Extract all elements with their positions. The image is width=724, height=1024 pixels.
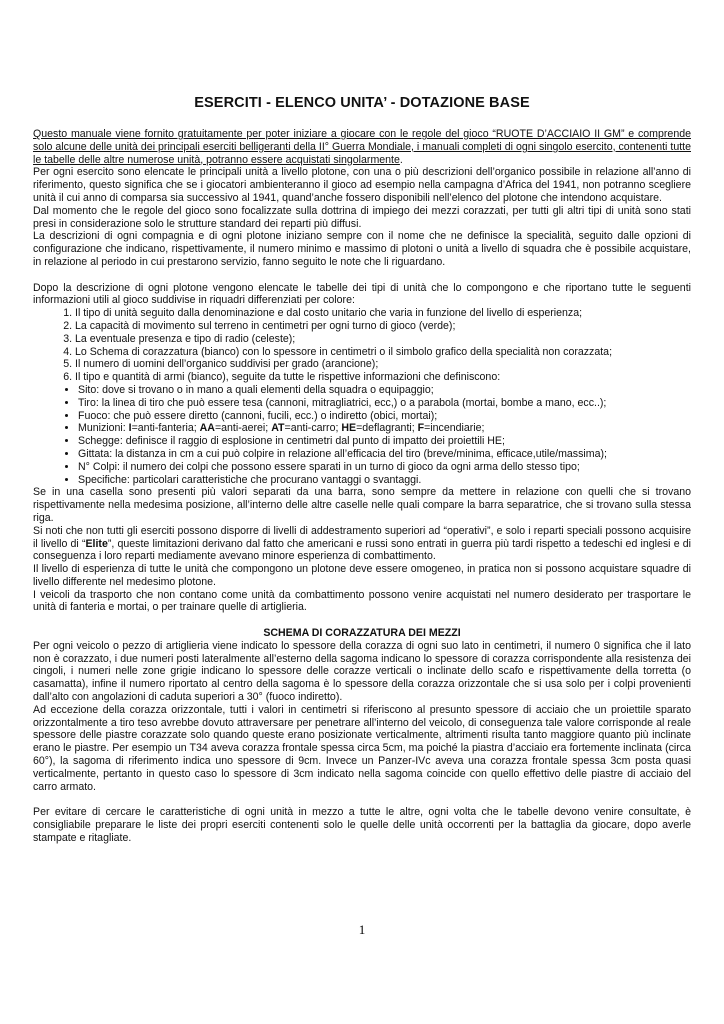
elite-word: Elite xyxy=(85,537,108,550)
bullet-item-tiro: • Tiro: la linea di tiro che può essere tesa (cannoni, mitragliatrici, ecc,) o a parabola (mortai, bombe a mano, ecc..); xyxy=(78,397,691,410)
bullet-item-specifiche: • Specifiche: particolari caratteristiche che procurano vantaggi o svantaggi. xyxy=(78,474,691,487)
elite-text-a: Si noti che non tutti gli eserciti possono disporre di livelli di addestramento superiori ad “operativi”, e solo i reparti speciali possono acquisire il livello di “ xyxy=(33,524,691,550)
paragraph-units-per-army: Per ogni esercito sono elencate le principali unità a livello plotone, con una o più descrizioni dell’organico possibile in relazione all’anno di riferimento, questo significa che se i giocatori ambienteranno il gioco ad esempio nella campagna d’Africa del 1941, non potranno scegliere unità il cui anno di comparsa sia successivo al 1941, quand’anche fossero disponibili nell’elenco del plotone che intendono acquistare. xyxy=(33,166,691,204)
list-item: 3. La eventuale presenza e tipo di radio (celeste); xyxy=(75,333,691,346)
numbered-list xyxy=(33,307,691,384)
list-item: 6. Il tipo e quantità di armi (bianco), seguite da tutte le rispettive informazioni che definiscono: xyxy=(75,371,691,384)
intro-end: . xyxy=(399,153,403,166)
paragraph-transport: I veicoli da trasporto che non contano come unità da combattimento possono venire acquistati nel numero desiderato per trasportare le unità di fanteria e mortai, o per trainare quelle di artiglieria. xyxy=(33,588,691,614)
ammo-code-f: F xyxy=(417,422,425,435)
paragraph-armor-2: Ad eccezione della corazza orizzontale, tutti i valori in centimetri si riferiscono al presunto spessore di acciaio che un proiettile sparato orizzontalmente a tiro teso avrebbe dovuto attraversare per penetrare all’interno del veicolo, di conseguenza tale valore corrisponde al reale spessore delle piastre corazzate solo quando queste erano posizionate verticalmente, altrimenti risulta tanto maggiore quanto più inclinate erano le piastre. Per esempio un T34 aveva corazza frontale spessa circa 5cm, ma poiché la piastra d’acciaio era fortemente inclinata (circa 60°), la sagoma di riferimento indica uno spessore di 9cm. Invece un Panzer-IVc aveva una corazza frontale spessa 3cm posta quasi verticalmente, pertanto in questo caso lo spessore di 3cm indicato nella sagoma coincide con quello effettivo delle piastre di acciaio del carro armato. xyxy=(33,703,691,793)
bullet-item-sito: • Sito: dove si trovano o in mano a quali elementi della squadra o equipaggio; xyxy=(78,384,691,397)
intro-underlined-text: Questo manuale viene fornito gratuitamente per poter iniziare a giocare con le regole del gioco “RUOTE D’ACCIAIO II GM” e comprende solo alcune delle unità dei principali eserciti belligeranti della II° Guerra Mondiale, i manuali completi di ogni singolo esercito, contenenti tutte le tabelle delle altre numerose unità, potranno essere acquistati singolarmente xyxy=(33,128,691,166)
intro-paragraph xyxy=(33,128,691,166)
ammo-code-he: HE xyxy=(341,422,357,435)
ammo-desc-f: =incendiarie; xyxy=(424,422,485,435)
ammo-desc-he: =deflagranti; xyxy=(356,422,418,435)
list-item: 4. Lo Schema di corazzatura (bianco) con lo spessore in centimetri o il simbolo grafico della specialità non corazzata; xyxy=(75,346,691,359)
ammo-code-i: I xyxy=(128,422,132,435)
ammo-code-aa: AA xyxy=(199,422,215,435)
page-title: ESERCITI - ELENCO UNITA’ - DOTAZIONE BASE xyxy=(194,95,530,111)
spacer xyxy=(33,793,691,806)
paragraph-armor-1: Per ogni veicolo o pezzo di artiglieria viene indicato lo spessore della corazza di ogni suo lato in centimetri, il numero 0 significa che il lato non è corazzato, i due numeri posti lateralmente all’esterno della sagoma indicano lo spessore di corazza corrispondente alla resistenza dei cingoli, i numeri nelle zone grigie indicano lo spessore delle corazze verticali o inclinate dello scafo e rispettivamente della torretta (o casamatta), infine il numero riportato al centro della sagoma è lo spessore della corazza orizzontale che si usa solo per i colpi provenienti dall’alto con angolazioni di caduta superiori a 30° (fuoco indiretto). xyxy=(33,639,691,704)
munizioni-label: Munizioni: xyxy=(78,422,129,435)
bullet-item-schegge: • Schegge: definisce il raggio di esplosione in centimetri dal punto di impatto dei proiettili HE; xyxy=(78,435,691,448)
paragraph-tables-intro: Dopo la descrizione di ogni plotone vengono elencate le tabelle dei tipi di unità che lo compongono e che riportano tutte le seguenti informazioni utili al gioco suddivise in riquadri differenziati per colore: xyxy=(33,281,691,307)
bullet-item-munizioni xyxy=(78,422,691,435)
ammo-desc-at: =anti-carro; xyxy=(284,422,342,435)
paragraph-separator-bar: Se in una casella sono presenti più valori separati da una barra, sono sempre da mettere in relazione con quelli che si trovano rispettivamente nella medesima posizione, all’interno delle altre caselle nelle quali compare la barra separatrice, che si trovano sulla stessa riga. xyxy=(33,486,691,524)
list-item: 5. Il numero di uomini dell’organico suddivisi per grado (arancione); xyxy=(75,358,691,371)
bullet-list xyxy=(33,384,691,486)
paragraph-elite xyxy=(33,525,691,563)
ammo-desc-aa: =anti-aerei; xyxy=(214,422,272,435)
bullet-item-colpi: • N° Colpi: il numero dei colpi che possono essere sparati in un turno di gioco da ogni arma dello stesso tipo; xyxy=(78,461,691,474)
ammo-desc-i: =anti-fanteria; xyxy=(131,422,200,435)
list-item: 1. Il tipo di unità seguito dalla denominazione e dal costo unitario che varia in funzione del livello di esperienza; xyxy=(75,307,691,320)
ammo-code-at: AT xyxy=(271,422,285,435)
paragraph-armor-3: Per evitare di cercare le caratteristiche di ogni unità in mezzo a tutte le altre, ogni volta che le tabelle devono venire consultate, è consigliabile preparare le liste dei propri eserciti contenenti solo le quelle delle unità occorrenti per la battaglia da giocare, dopo averle stampate e ritagliate. xyxy=(33,806,691,844)
paragraph-doctrine: Dal momento che le regole del gioco sono focalizzate sulla dottrina di impiego dei mezzi corazzati, per tutti gli altri tipi di unità sono stati presi in considerazione solo le strutture standard dei reparti più diffusi. xyxy=(33,204,691,230)
section-title-armor: SCHEMA DI CORAZZATURA DEI MEZZI xyxy=(263,627,461,640)
bullet-item-gittata: • Gittata: la distanza in cm a cui può colpire in relazione all’efficacia del tiro (breve/minima, efficace,utile/massima); xyxy=(78,448,691,461)
page-number: 1 xyxy=(358,922,366,937)
document-page xyxy=(33,0,691,845)
bullet-item-fuoco: • Fuoco: che può essere diretto (cannoni, fucili, ecc.) o indiretto (obici, mortai); xyxy=(78,410,691,423)
paragraph-experience: Il livello di esperienza di tutte le unità che compongono un plotone deve essere omogeneo, in pratica non si possono acquistare squadre di livello differente nel medesimo plotone. xyxy=(33,563,691,588)
paragraph-descriptions: La descrizioni di ogni compagnia e di ogni plotone iniziano sempre con il nome che ne definisce la specialità, seguito dalle opzioni di configurazione che indicano, rispettivamente, il numero minimo e massimo di plotoni o unità a livello di squadra che è possibile acquistare, in relazione al periodo in cui prestarono servizio, fanno seguito le note che li riguardano. xyxy=(33,230,691,268)
elite-text-b: ”, queste limitazioni derivano dal fatto che americani e russi sono entrati in guerra più tardi rispetto a tedeschi ed inglesi e di conseguenza i loro reparti mediamente avevano minore esperienza di combattimento. xyxy=(33,537,692,563)
spacer xyxy=(33,269,691,282)
list-item: 2. La capacità di movimento sul terreno in centimetri per ogni turno di gioco (verde); xyxy=(75,320,691,333)
